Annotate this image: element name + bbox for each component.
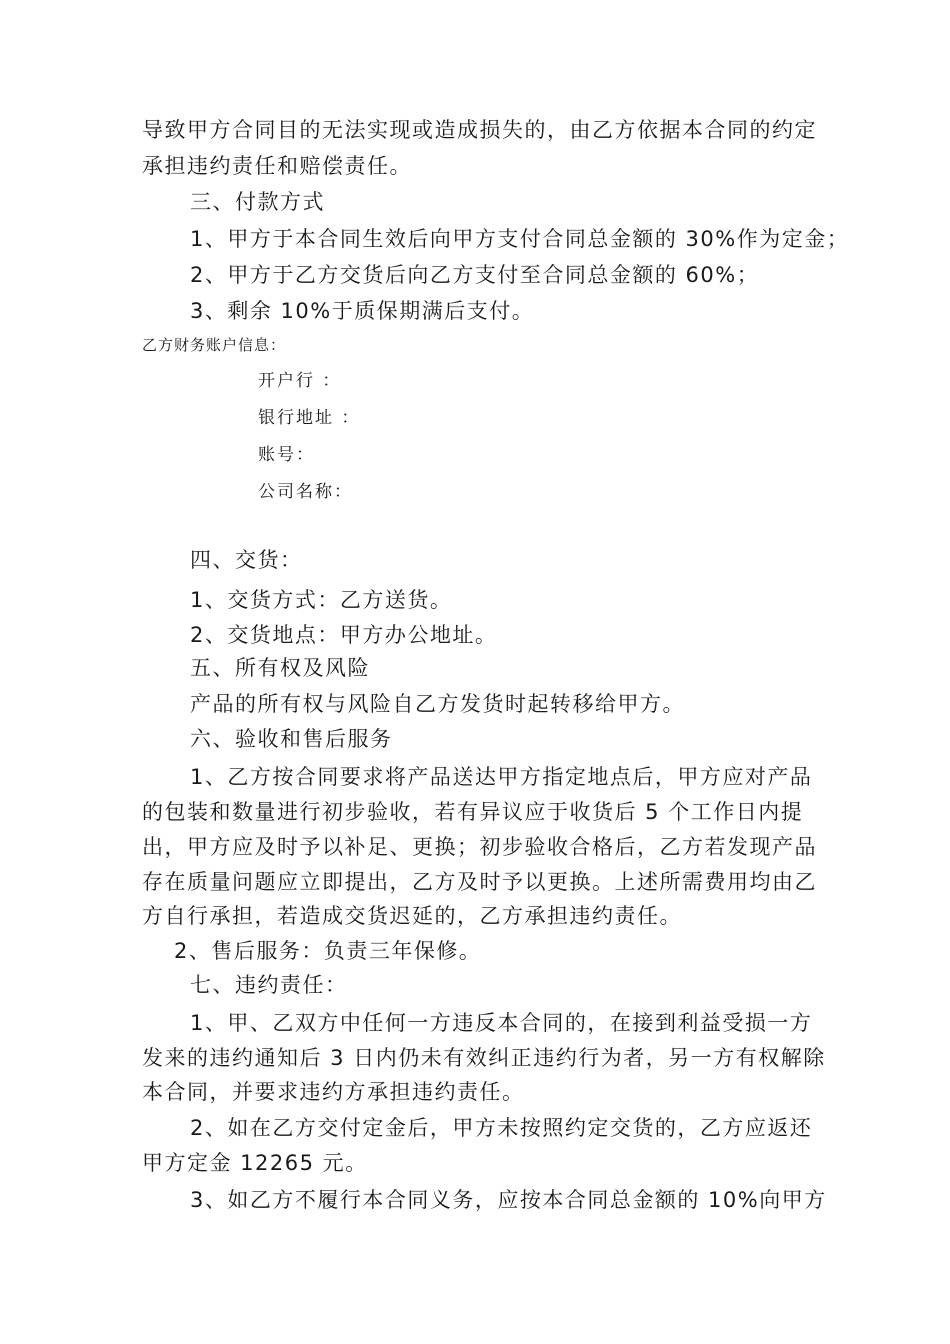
account-field-number: 账号： bbox=[258, 445, 315, 465]
body-text-line: 发来的违约通知后 3 日内仍未有效纠正违约行为者，另一方有权解除 bbox=[142, 1046, 826, 1070]
body-text-line: 本合同，并要求违约方承担违约责任。 bbox=[142, 1080, 525, 1104]
breach-clause-1: 1、甲、乙双方中任何一方违反本合同的，在接到利益受损一方 bbox=[190, 1011, 813, 1035]
breach-clause-2: 2、如在乙方交付定金后，甲方未按照约定交货的，乙方应返还 bbox=[190, 1116, 813, 1140]
account-field-bank: 开户行 ： bbox=[258, 371, 342, 391]
payment-clause-1: 1、甲方于本合同生效后向甲方支付合同总金额的 30%作为定金； bbox=[190, 227, 850, 251]
account-field-bank-address: 银行地址 ： bbox=[258, 408, 361, 428]
section-heading-ownership: 五、所有权及风险 bbox=[190, 656, 370, 680]
after-sales-clause: 2、售后服务：负责三年保修。 bbox=[174, 939, 482, 963]
body-text-line: 甲方定金 12265 元。 bbox=[142, 1151, 368, 1175]
delivery-clause-2: 2、交货地点：甲方办公地址。 bbox=[190, 623, 498, 647]
section-heading-breach: 七、违约责任： bbox=[190, 973, 348, 997]
section-heading-delivery: 四、交货： bbox=[190, 548, 303, 572]
breach-clause-3: 3、如乙方不履行本合同义务，应按本合同总金额的 10%向甲方 bbox=[190, 1188, 827, 1212]
delivery-clause-1: 1、交货方式：乙方送货。 bbox=[190, 588, 453, 612]
section-heading-acceptance: 六、验收和售后服务 bbox=[190, 727, 393, 751]
payment-clause-3: 3、剩余 10%于质保期满后支付。 bbox=[190, 299, 535, 323]
body-text-line: 出，甲方应及时予以补足、更换；初步验收合格后，乙方若发现产品 bbox=[142, 835, 817, 859]
account-info-heading: 乙方财务账户信息： bbox=[142, 336, 287, 354]
body-text-line: 存在质量问题应立即提出，乙方及时予以更换。上述所需费用均由乙 bbox=[142, 870, 817, 894]
payment-clause-2: 2、甲方于乙方交货后向乙方支付至合同总金额的 60%； bbox=[190, 263, 760, 287]
body-text-line: 方自行承担，若造成交货迟延的，乙方承担违约责任。 bbox=[142, 904, 682, 928]
acceptance-clause-1: 1、乙方按合同要求将产品送达甲方指定地点后，甲方应对产品 bbox=[190, 765, 813, 789]
body-text-line: 的包装和数量进行初步验收，若有异议应于收货后 5 个工作日内提 bbox=[142, 800, 804, 824]
ownership-text: 产品的所有权与风险自乙方发货时起转移给甲方。 bbox=[190, 692, 685, 716]
account-field-company: 公司名称： bbox=[258, 482, 353, 502]
body-text-line: 承担违约责任和赔偿责任。 bbox=[142, 154, 412, 178]
body-text-line: 导致甲方合同目的无法实现或造成损失的，由乙方依据本合同的约定 bbox=[142, 118, 817, 142]
section-heading-payment: 三、付款方式 bbox=[190, 190, 325, 214]
